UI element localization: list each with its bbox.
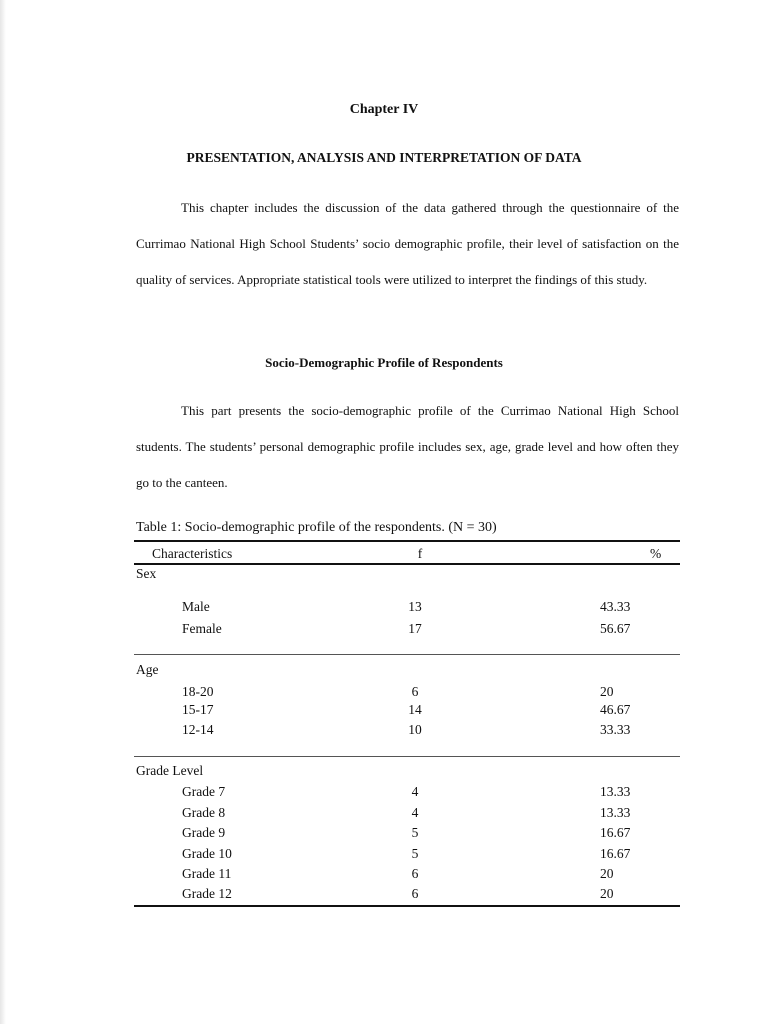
row-name: 18-20 xyxy=(182,684,214,699)
row-name: 12-14 xyxy=(182,722,214,737)
header-percent: % xyxy=(650,546,662,561)
row-f: 5 xyxy=(411,825,419,840)
row-pct: 13.33 xyxy=(600,784,631,799)
row-name: Grade 11 xyxy=(182,866,232,881)
row-f: 13 xyxy=(408,599,422,614)
table-top-rule xyxy=(134,540,680,542)
intro-paragraph-text: This chapter includes the discussion of the data gathered through the questionnaire of the Currimao National High School Students’ socio demographic profile, their level of satisfaction on the quality of services. Appropriate statistical tools were utilized to interpret the findings of this study. xyxy=(136,200,679,287)
row-f: 6 xyxy=(411,684,419,699)
header-f: f xyxy=(417,546,423,561)
intro-paragraph xyxy=(136,190,679,298)
row-pct: 43.33 xyxy=(600,599,631,614)
section-paragraph xyxy=(136,393,679,501)
row-f: 6 xyxy=(411,886,419,901)
section-paragraph-text: This part presents the socio-demographic profile of the Currimao National High School students. The students’ personal demographic profile includes sex, age, grade level and how often they go to the canteen. xyxy=(136,403,679,490)
row-f: 4 xyxy=(411,784,419,799)
row-pct: 20 xyxy=(600,866,614,881)
row-name: Grade 7 xyxy=(182,784,226,799)
row-f: 14 xyxy=(408,702,422,717)
row-pct: 20 xyxy=(600,886,614,901)
header-characteristics: Characteristics xyxy=(152,546,233,561)
row-f: 5 xyxy=(411,846,419,861)
row-f: 6 xyxy=(411,866,419,881)
row-pct: 33.33 xyxy=(600,722,631,737)
row-pct: 13.33 xyxy=(600,805,631,820)
group-label-age: Age xyxy=(136,662,159,677)
main-heading: PRESENTATION, ANALYSIS AND INTERPRETATION OF DATA xyxy=(186,150,582,165)
row-pct: 16.67 xyxy=(600,825,631,840)
row-f: 17 xyxy=(408,621,422,636)
group-label-sex: Sex xyxy=(136,566,157,581)
row-pct: 46.67 xyxy=(600,702,631,717)
group-separator xyxy=(134,654,680,655)
row-name: Grade 12 xyxy=(182,886,232,901)
table-bottom-rule xyxy=(134,905,680,907)
row-name: Grade 8 xyxy=(182,805,226,820)
chapter-title: Chapter IV xyxy=(349,102,419,117)
row-pct: 16.67 xyxy=(600,846,631,861)
row-pct: 20 xyxy=(600,684,614,699)
row-f: 4 xyxy=(411,805,419,820)
row-f: 10 xyxy=(408,722,422,737)
section-heading: Socio-Demographic Profile of Respondents xyxy=(265,355,503,370)
row-name: 15-17 xyxy=(182,702,214,717)
row-name: Male xyxy=(182,599,210,614)
group-separator xyxy=(134,756,680,757)
table-header-rule xyxy=(134,563,680,565)
row-name: Female xyxy=(182,621,222,636)
group-label-grade-level: Grade Level xyxy=(136,763,204,778)
row-name: Grade 9 xyxy=(182,825,226,840)
row-pct: 56.67 xyxy=(600,621,631,636)
table-title: Table 1: Socio-demographic profile of the respondents. (N = 30) xyxy=(136,520,497,535)
row-name: Grade 10 xyxy=(182,846,232,861)
